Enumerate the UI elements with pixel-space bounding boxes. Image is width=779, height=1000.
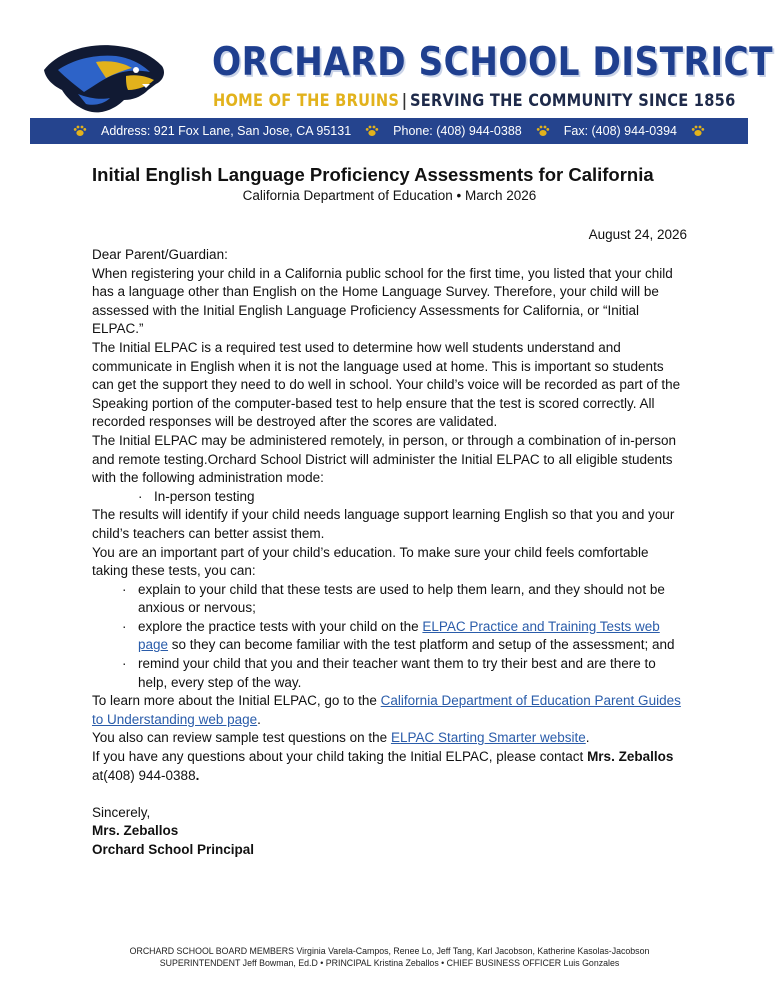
bullet-text: remind your child that you and their teacher want them to try their best and are there to help, every step of the way.	[138, 656, 656, 690]
bullet-dot: ·	[122, 618, 127, 634]
list-item	[92, 655, 688, 692]
bullet-text: so they can become familiar with the test platform and setup of the assessment; and	[168, 637, 675, 653]
footer-administration: SUPERINTENDENT Jeff Bowman, Ed.D • PRINCIPAL Kristina Zeballos • CHIEF BUSINESS OFFICER Luis Gonzales	[159, 958, 620, 968]
bruin-mascot-icon	[38, 40, 168, 116]
contact-phone: at(408) 944-0388	[92, 767, 196, 783]
paragraph-registration: When registering your child in a California public school for the first time, you listed that your child has a language other than English on the Home Language Survey. Therefore, your child will be assessed with the Initial English Language Proficiency Assessments for California, or “Initial ELPAC.”	[92, 265, 673, 337]
paw-icon	[536, 125, 550, 137]
footer-board-members: ORCHARD SCHOOL BOARD MEMBERS Virginia Varela-Campos, Renee Lo, Jeff Tang, Karl Jacobson, Katherine Kasolas-Jacobson	[129, 946, 650, 956]
list-item	[92, 618, 688, 655]
mode-bullet-text: In-person testing	[154, 488, 255, 504]
list-item	[92, 581, 688, 618]
spacer	[92, 785, 688, 804]
sample-questions-text: You also can review sample test questions on the	[92, 730, 391, 746]
learn-more-text: To learn more about the Initial ELPAC, go to the	[92, 693, 381, 709]
fax-text: Fax: (408) 944-0394	[563, 124, 677, 138]
address-text: Address: 921 Fox Lane, San Jose, CA 95131	[100, 124, 352, 138]
district-tagline	[213, 90, 736, 112]
paragraph-administration: The Initial ELPAC may be administered remotely, in person, or through a combination of in-person and remote testing.Orchard School District will administer the Initial ELPAC to all eligible students with the following administration mode:	[92, 432, 677, 486]
bullet-dot: ·	[122, 581, 127, 597]
document-title: Initial English Language Proficiency Assessments for California	[92, 164, 654, 185]
bullet-text: explain to your child that these tests are used to help them learn, and they should not be anxious or nervous;	[138, 581, 665, 616]
cde-parent-guides-link[interactable]: California Department of Education Parent Guides to Understanding web page	[92, 693, 681, 727]
elpac-practice-tests-link[interactable]: ELPAC Practice and Training Tests web page	[138, 618, 660, 653]
paw-icon	[73, 125, 87, 137]
tagline-home: HOME OF THE BRUINS	[213, 91, 400, 111]
letter-body	[92, 246, 688, 860]
letterhead	[30, 36, 774, 144]
list-item	[92, 488, 688, 507]
contact-text: If you have any questions about your child taking the Initial ELPAC, please contact	[92, 749, 588, 765]
salutation: Dear Parent/Guardian:	[92, 247, 228, 262]
document-subtitle: California Department of Education • March 2026	[242, 188, 537, 203]
paw-icon	[691, 125, 705, 137]
letter-date: August 24, 2026	[588, 227, 687, 242]
district-name: ORCHARD SCHOOL DISTRICT	[212, 40, 774, 85]
paw-icon	[365, 125, 379, 137]
paragraph-support: You are an important part of your child’s education. To make sure your child feels comfortable taking these tests, you can:	[92, 544, 649, 579]
bullet-text: explore the practice tests with your child on the	[138, 618, 423, 634]
signer-name: Mrs. Zeballos	[92, 823, 179, 839]
bullet-dot: ·	[122, 656, 127, 672]
sample-questions-end: .	[585, 730, 590, 746]
learn-more-end: .	[257, 711, 261, 727]
paragraph-contact	[92, 748, 688, 785]
contact-end: .	[195, 767, 200, 783]
closing: Sincerely,	[92, 804, 151, 820]
bullet-dot: ·	[138, 488, 143, 504]
tagline-serving: SERVING THE COMMUNITY SINCE 1856	[409, 91, 736, 111]
tagline-separator: |	[401, 91, 408, 111]
footer	[0, 945, 779, 969]
contact-name: Mrs. Zeballos	[587, 749, 674, 765]
paragraph-elpac-purpose: The Initial ELPAC is a required test used to determine how well students understand and communicate in English when it is not the language used at home. This is important so students can get the support they need to do well in school. Your child’s voice will be recorded as part of the Speaking portion of the computer-based test to help ensure that the test is scored correctly. All recorded responses will be destroyed after the scores are validated.	[92, 339, 681, 430]
phone-text: Phone: (408) 944-0388	[393, 124, 522, 138]
contact-bar	[30, 118, 748, 144]
paragraph-sample-questions	[92, 729, 688, 748]
signer-title: Orchard School Principal	[92, 842, 255, 857]
elpac-starting-smarter-link[interactable]: ELPAC Starting Smarter website	[390, 730, 586, 746]
paragraph-learn-more	[92, 692, 688, 729]
paragraph-results: The results will identify if your child needs language support learning English so that you and your child’s teachers can better assist them.	[92, 507, 675, 541]
